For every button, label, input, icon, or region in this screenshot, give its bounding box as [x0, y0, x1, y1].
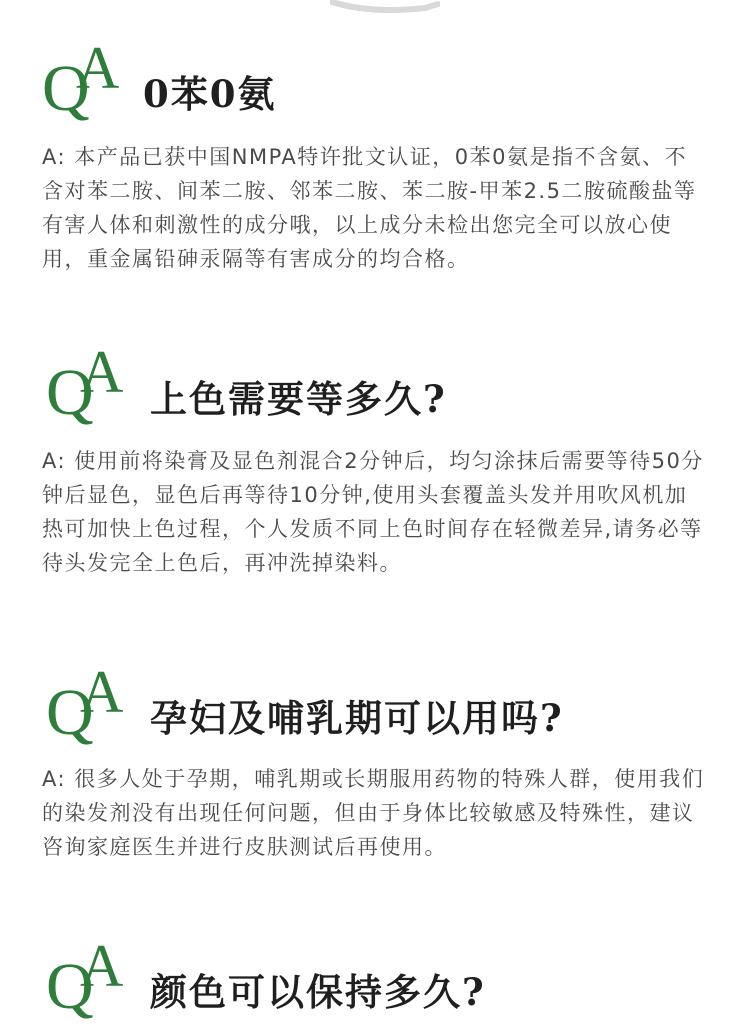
q-letter: Q: [46, 676, 94, 749]
a-letter: A: [80, 339, 124, 405]
q-letter: Q: [46, 950, 94, 1023]
faq-answer-2: A: 使用前将染膏及显色剂混合2分钟后，均匀涂抹后需要等待50分钟后显色，显色后再等待10分钟,使用头套覆盖头发并用吹风机加热可加快上色过程，个人发质不同上色时间存在轻微差异,请务必等待头发完全上色后，再冲洗掉染料。: [42, 449, 704, 575]
qa-logo-icon: [44, 336, 144, 436]
a-letter: A: [76, 35, 120, 101]
faq-question-1: 0苯0氨: [143, 72, 277, 116]
q-letter: Q: [42, 52, 90, 125]
faq-answer-3: A: 很多人处于孕期，哺乳期或长期服用药物的特殊人群，使用我们的染发剂没有出现任何问题，但由于身体比较敏感及特殊性，建议咨询家庭医生并进行皮肤测试后再使用。: [42, 767, 705, 859]
a-letter: A: [80, 659, 124, 725]
faq-answer-1: A: 本产品已获中国NMPA特许批文认证，0苯0氨是指不含氨、不含对苯二胺、间苯二胺、邻苯二胺、苯二胺-甲苯2.5二胺硫酸盐等有害人体和刺激性的成分哦，以上成分未检出您完全可以放心使用，重金属铅砷汞隔等有害成分的均合格。: [42, 145, 697, 271]
faq-question-2: 上色需要等多久?: [150, 377, 447, 421]
a-letter: A: [80, 933, 124, 999]
faq-question-4: 颜色可以保持多久?: [150, 970, 486, 1014]
qa-logo-icon: [44, 656, 144, 756]
qa-logo-icon: [40, 32, 140, 132]
q-letter: Q: [46, 356, 94, 429]
qa-logo-icon: [44, 930, 144, 1030]
top-decoration-swoosh: [330, 0, 440, 22]
faq-question-3: 孕妇及哺乳期可以用吗?: [150, 696, 564, 740]
